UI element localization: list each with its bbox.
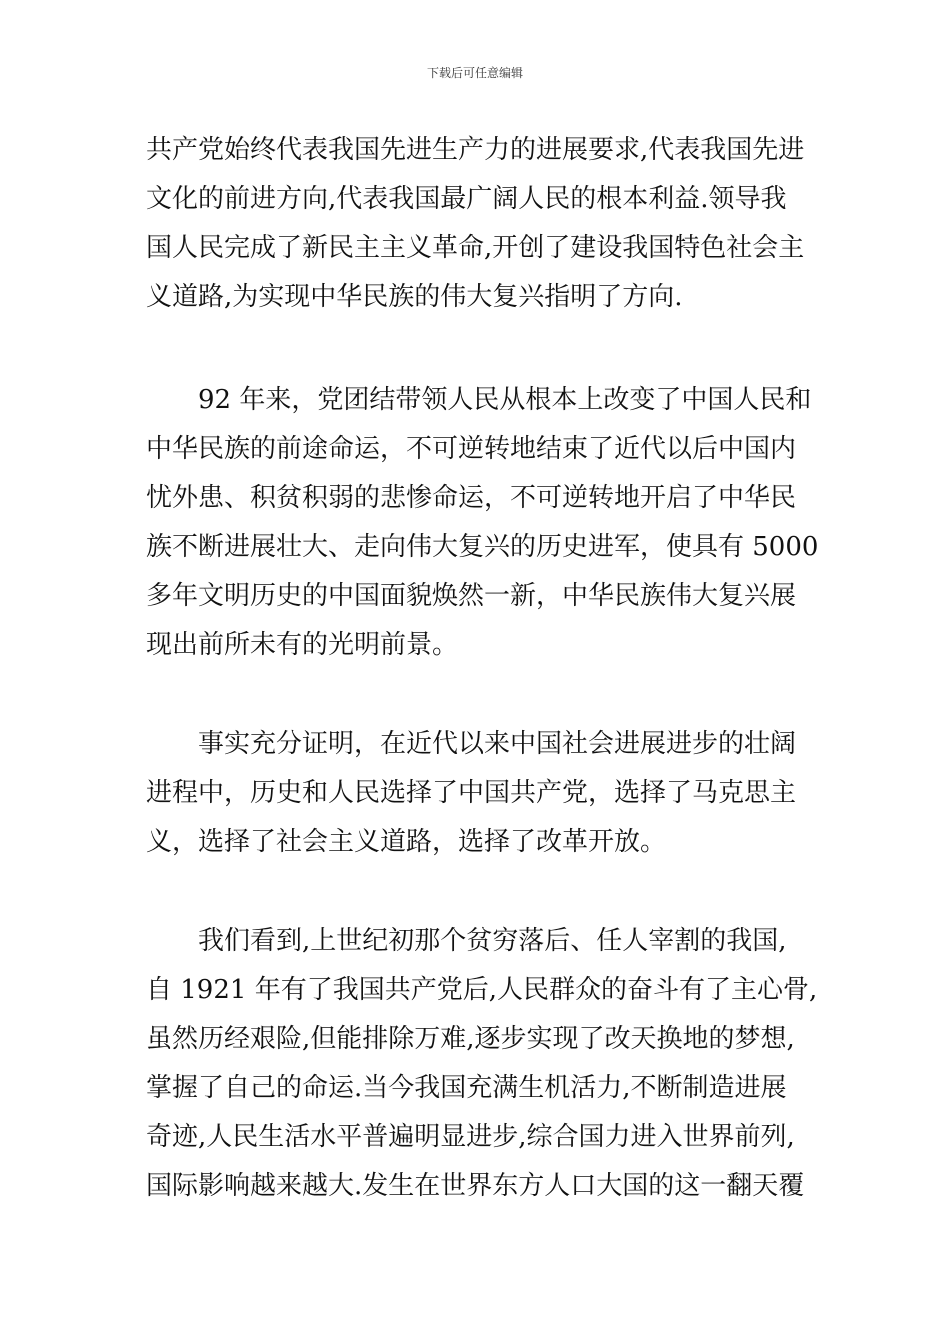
page-header: 下载后可任意编辑 bbox=[426, 66, 523, 80]
paragraph-3 bbox=[146, 720, 810, 867]
text-line: 掌握了自己的命运.当今我国充满生机活力,不断制造进展 bbox=[146, 1073, 787, 1103]
text-line: 多年文明历史的中国面貌焕然一新，中华民族伟大复兴展 bbox=[146, 581, 797, 611]
text-line: 自 1921 年有了我国共产党后,人民群众的奋斗有了主心骨, bbox=[146, 975, 818, 1005]
text-line: 共产党始终代表我国先进生产力的进展要求,代表我国先进 bbox=[146, 135, 805, 165]
text-line: 义，选择了社会主义道路，选择了改革开放。 bbox=[146, 827, 667, 857]
text-line: 虽然历经艰险,但能排除万难,逐步实现了改天换地的梦想, bbox=[146, 1024, 795, 1054]
text-line: 现出前所未有的光明前景。 bbox=[146, 630, 459, 660]
text-line: 事实充分证明，在近代以来中国社会进展进步的壮阔 bbox=[198, 729, 797, 759]
text-line: 国人民完成了新民主主义革命,开创了建设我国特色社会主 bbox=[146, 233, 805, 263]
paragraph-4 bbox=[146, 917, 818, 1211]
paragraph-2 bbox=[146, 376, 819, 670]
text-line: 文化的前进方向,代表我国最广阔人民的根本利益.领导我 bbox=[146, 184, 787, 214]
text-line: 进程中，历史和人民选择了中国共产党，选择了马克思主 bbox=[146, 778, 797, 808]
text-line: 忧外患、积贫积弱的悲惨命运，不可逆转地开启了中华民 bbox=[146, 483, 797, 513]
paragraph-1 bbox=[146, 126, 810, 322]
text-line: 国际影响越来越大.发生在世界东方人口大国的这一翻天覆 bbox=[146, 1171, 805, 1201]
text-line: 义道路,为实现中华民族的伟大复兴指明了方向. bbox=[146, 282, 683, 312]
text-line: 中华民族的前途命运，不可逆转地结束了近代以后中国内 bbox=[146, 434, 797, 464]
document-body bbox=[146, 126, 819, 1201]
text-line: 92 年来，党团结带领人民从根本上改变了中国人民和 bbox=[198, 385, 812, 415]
text-line: 族不断进展壮大、走向伟大复兴的历史进军，使具有 5000 bbox=[146, 532, 819, 562]
text-line: 奇迹,人民生活水平普遍明显进步,综合国力进入世界前列, bbox=[146, 1122, 795, 1152]
text-line: 我们看到,上世纪初那个贫穷落后、任人宰割的我国, bbox=[198, 926, 787, 956]
